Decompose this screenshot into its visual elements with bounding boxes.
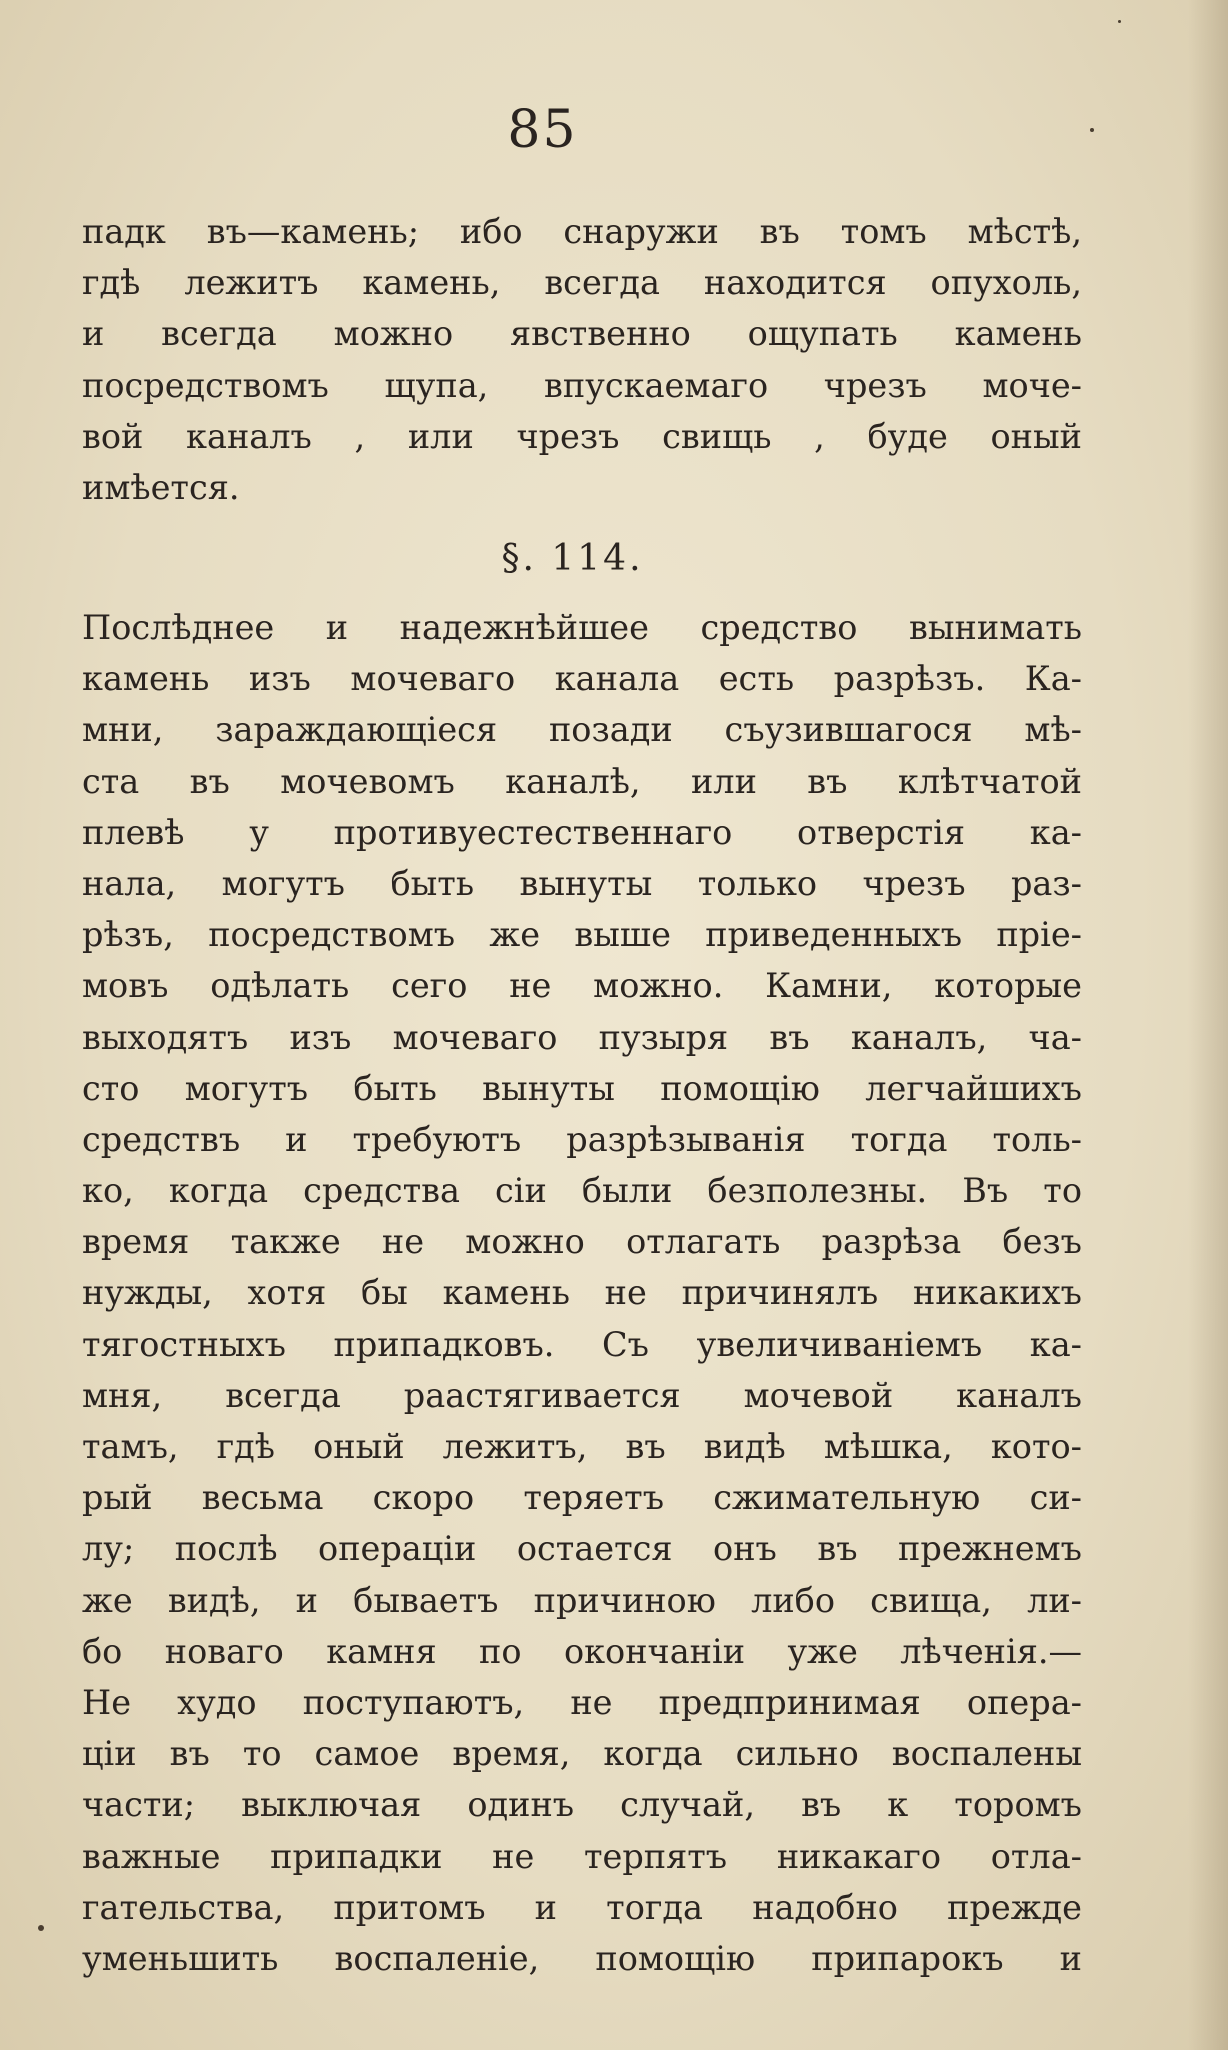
text-line: уменьшить воспаленіе, помощію припарокъ и <box>82 1938 1082 1978</box>
paragraph-2 <box>82 602 1082 1984</box>
text-line: рый весьма скоро теряетъ сжимательную си- <box>82 1478 1082 1518</box>
ink-speck <box>1090 128 1094 132</box>
text-line: Не худо поступаютъ, не предпринимая опера- <box>82 1682 1082 1722</box>
text-line: ко, когда средства сіи были безполезны. Въ то <box>82 1171 1082 1211</box>
text-line: вой каналъ , или чрезъ свищь , буде оный <box>82 416 1082 456</box>
ink-speck <box>1118 20 1121 23</box>
ink-speck <box>38 1925 44 1931</box>
text-line: выходятъ изъ мочеваго пузыря въ каналъ, ча- <box>82 1017 1082 1057</box>
text-line: сто могутъ быть вынуты помощію легчайшихъ <box>82 1068 1082 1108</box>
text-line: средствъ и требуютъ разрѣзыванія тогда толь- <box>82 1119 1082 1159</box>
text-line: имѣется. <box>82 467 240 507</box>
text-line: гдѣ лежитъ камень, всегда находится опухоль, <box>82 263 1082 303</box>
text-line: мня, всегда раастягивается мочевой каналъ <box>82 1375 1082 1415</box>
text-line: мни, зараждающіеся позади съузившагося мѣ- <box>82 710 1082 750</box>
text-line: камень изъ мочеваго канала есть разрѣзъ. Ка- <box>82 659 1082 699</box>
text-line: падк въ—камень; ибо снаружи въ томъ мѣстѣ, <box>82 212 1082 251</box>
text-line: плевѣ у противуестественнаго отверстія ка- <box>82 812 1082 852</box>
text-line: и всегда можно явственно ощупать камень <box>82 314 1082 354</box>
text-line: важные припадки не терпятъ никакаго отла- <box>82 1836 1082 1876</box>
text-line: лу; послѣ операціи остается онъ въ прежнемъ <box>82 1529 1082 1569</box>
text-line: бо новаго камня по окончаніи уже лѣченія.— <box>82 1631 1082 1671</box>
section-heading: §. 114. <box>501 538 644 579</box>
text-line: же видѣ, и бываетъ причиною либо свища, ли- <box>82 1580 1082 1620</box>
page-edge-shadow <box>1188 0 1228 2050</box>
text-line: нала, могутъ быть вынуты только чрезъ раз- <box>82 863 1082 903</box>
text-line: ціи въ то самое время, когда сильно воспалены <box>82 1734 1082 1774</box>
text-line: гательства, притомъ и тогда надобно прежде <box>82 1887 1082 1927</box>
text-line: время также не можно отлагать разрѣза безъ <box>82 1222 1082 1262</box>
text-line: Послѣднее и надежнѣйшее средство вынимать <box>82 608 1082 647</box>
text-line: мовъ одѣлать сего не можно. Камни, которые <box>82 966 1082 1006</box>
text-line: части; выключая одинъ случай, въ к торомъ <box>82 1785 1082 1825</box>
text-line: ста въ мочевомъ каналѣ, или въ клѣтчатой <box>82 761 1082 801</box>
text-line: посредствомъ щупа, впускаемаго чрезъ моче- <box>82 365 1082 405</box>
text-line: рѣзъ, посредствомъ же выше приведенныхъ пріе- <box>82 915 1082 955</box>
page-number: 85 <box>507 100 578 160</box>
paragraph-1 <box>82 206 1082 513</box>
text-line: нужды, хотя бы камень не причинялъ никакихъ <box>82 1273 1082 1313</box>
text-line: тягостныхъ припадковъ. Съ увеличиваніемъ ка- <box>82 1324 1082 1364</box>
text-line: тамъ, гдѣ оный лежитъ, въ видѣ мѣшка, кото- <box>82 1427 1082 1466</box>
